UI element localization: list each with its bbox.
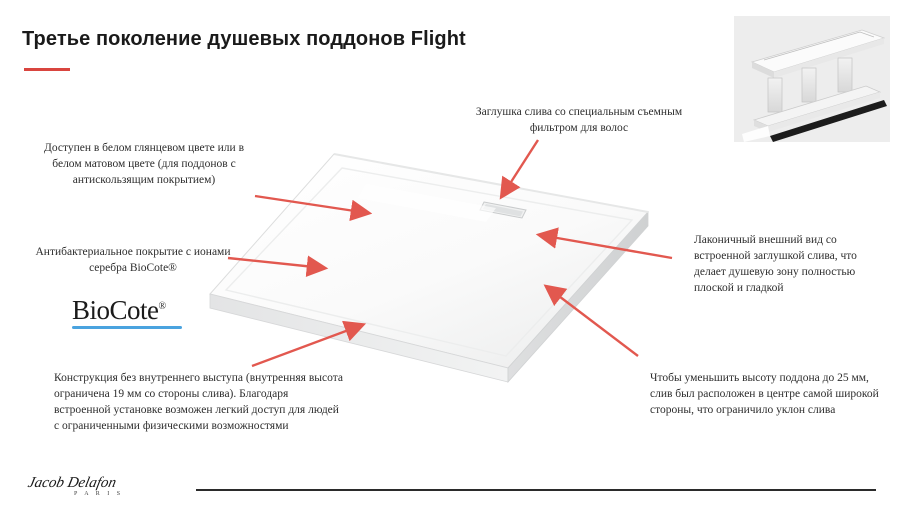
biocote-logo	[72, 292, 200, 338]
biocote-wordmark	[72, 292, 200, 325]
callout-drain-position: Чтобы уменьшить высоту поддона до 25 мм, слив был расположен в центре самой широкой стороны, что ограничило уклон слива	[650, 372, 879, 416]
callout-color-options: Доступен в белом глянцевом цвете или в белом матовом цвете (для поддонов с антискользящим покрытием)	[43, 142, 244, 186]
biocote-bio: Bio	[72, 295, 110, 325]
biocote-cote: Cote	[109, 295, 159, 325]
page-title: Третье поколение душевых поддонов Flight	[22, 28, 466, 50]
callout-no-ledge: Конструкция без внутреннего выступа (внутренняя высота ограничена 19 мм со стороны слива). Благодаря встроенной установке возможен легкий доступ для людей с ограниченными физическими возможностями	[54, 372, 343, 432]
callout-antibacterial: Антибактериальное покрытие с ионами серебра BioCote®	[35, 246, 231, 274]
signature-name: Jacob Delafon	[26, 475, 118, 491]
brand-signature	[28, 474, 178, 502]
biocote-underline	[72, 326, 182, 329]
product-cross-section-thumbnail	[734, 16, 890, 142]
shower-tray-illustration	[196, 146, 666, 386]
callout-laconic-look: Лаконичный внешний вид со встроенной заглушкой слива, что делает душевую зону полностью плоской и гладкой	[694, 234, 857, 294]
title-accent-rule	[24, 68, 70, 71]
signature-subtitle: P A R I S	[74, 491, 124, 497]
footer-rule	[196, 489, 876, 491]
callout-drain-cap: Заглушка слива со специальным съемным фильтром для волос	[475, 106, 683, 134]
biocote-registered-mark: ®	[158, 301, 166, 312]
